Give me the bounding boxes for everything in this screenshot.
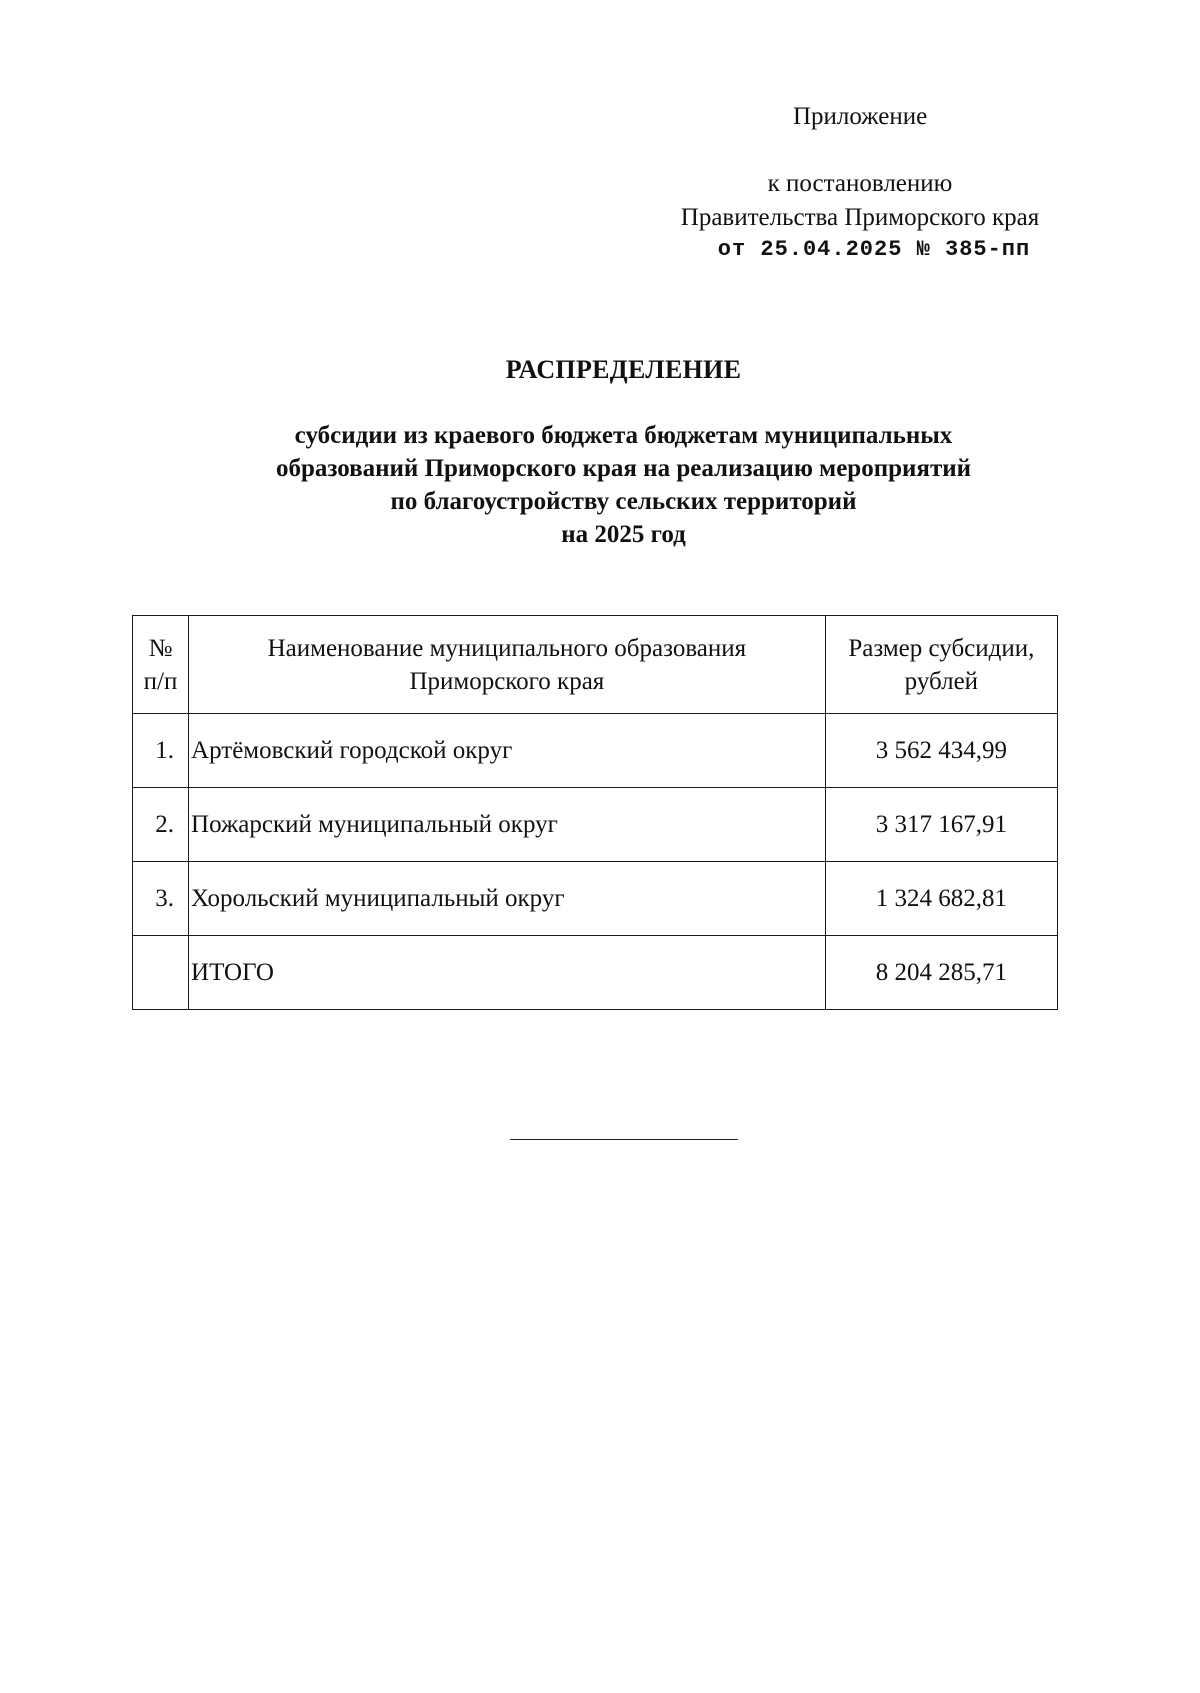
row-amount: 3 317 167,91 (825, 788, 1057, 862)
row-municipality: Хорольский муниципальный округ (189, 862, 826, 936)
subtitle-line: субсидии из краевого бюджета бюджетам муниципальных (294, 422, 953, 449)
header-number: № п/п (133, 616, 189, 714)
table-header-row (133, 616, 1058, 714)
header-municipality-name: Наименование муниципального образования Приморского края (189, 616, 826, 714)
subtitle-line: образований Приморского края на реализацию мероприятий (275, 455, 972, 482)
document-end-divider (510, 1139, 738, 1140)
row-municipality: Пожарский муниципальный округ (189, 788, 826, 862)
row-municipality: Артёмовский городской округ (189, 714, 826, 788)
row-number (133, 936, 189, 1010)
row-amount: 1 324 682,81 (825, 862, 1057, 936)
total-amount: 8 204 285,71 (825, 936, 1057, 1010)
resolution-line-2: Правительства Приморского края (680, 204, 1040, 231)
header-subsidy-amount: Размер субсидии, рублей (825, 616, 1057, 714)
table-row (133, 788, 1058, 862)
resolution-line-1: к постановлению (767, 170, 953, 197)
subtitle-line: по благоустройству сельских территорий (390, 488, 857, 515)
table-row (133, 714, 1058, 788)
document-subtitle (0, 419, 1200, 551)
row-number: 1. (133, 714, 189, 788)
subsidy-distribution-table (132, 615, 1058, 1010)
subtitle-line: на 2025 год (561, 521, 686, 548)
document-title: РАСПРЕДЕЛЕНИЕ (505, 355, 742, 384)
table-row (133, 862, 1058, 936)
appendix-label: Приложение (793, 103, 928, 130)
row-number: 3. (133, 862, 189, 936)
resolution-reference (640, 167, 1080, 265)
row-number: 2. (133, 788, 189, 862)
total-label: ИТОГО (189, 936, 826, 1010)
row-amount: 3 562 434,99 (825, 714, 1057, 788)
table-total-row (133, 936, 1058, 1010)
resolution-date-number-stamp: от 25.04.2025 № 385-пп (717, 237, 1031, 262)
